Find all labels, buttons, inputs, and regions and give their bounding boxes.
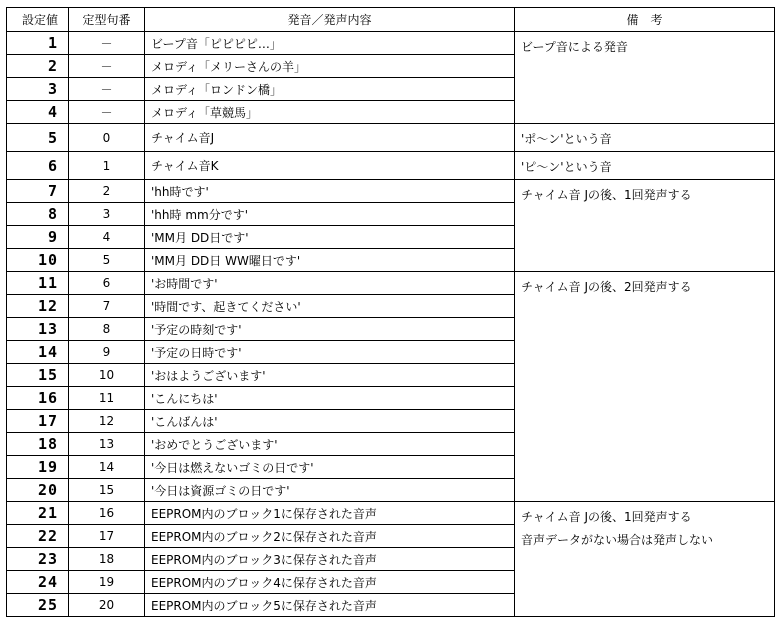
content-cell: '時間です、起きてください' (145, 295, 515, 318)
setting-value-cell: 8 (7, 203, 69, 226)
setting-value-cell: 20 (7, 479, 69, 502)
content-cell: メロディ「草競馬」 (145, 101, 515, 124)
phrase-number-cell: － (69, 78, 145, 101)
content-cell: チャイム音K (145, 152, 515, 180)
setting-value-cell: 15 (7, 364, 69, 387)
phrase-number-cell: 13 (69, 433, 145, 456)
setting-value-cell: 9 (7, 226, 69, 249)
content-cell: メロディ「メリーさんの羊」 (145, 55, 515, 78)
setting-value-cell: 23 (7, 548, 69, 571)
notes-cell (515, 272, 775, 502)
content-cell: 'こんばんは' (145, 410, 515, 433)
settings-table (6, 7, 775, 617)
header-row (7, 8, 775, 32)
phrase-number-cell: 17 (69, 525, 145, 548)
phrase-number-cell: 12 (69, 410, 145, 433)
phrase-number-cell: 18 (69, 548, 145, 571)
header-content: 発音／発声内容 (145, 8, 515, 32)
phrase-number-cell: 10 (69, 364, 145, 387)
setting-value-cell: 5 (7, 124, 69, 152)
setting-value-cell: 7 (7, 180, 69, 203)
note-line: 'ピ～ン'という音 (521, 160, 612, 174)
setting-value-cell: 13 (7, 318, 69, 341)
phrase-number-cell: 0 (69, 124, 145, 152)
setting-value-cell: 2 (7, 55, 69, 78)
setting-value-cell: 24 (7, 571, 69, 594)
phrase-number-cell: 4 (69, 226, 145, 249)
phrase-number-cell: 20 (69, 594, 145, 617)
setting-value-cell: 21 (7, 502, 69, 525)
content-cell: '今日は燃えないゴミの日です' (145, 456, 515, 479)
notes-cell (515, 124, 775, 152)
content-cell: EEPROM内のブロック4に保存された音声 (145, 571, 515, 594)
note-line: 音声データがない場合は発声しない (521, 533, 714, 547)
setting-value-cell: 1 (7, 32, 69, 55)
content-cell: EEPROM内のブロック3に保存された音声 (145, 548, 515, 571)
setting-value-cell: 25 (7, 594, 69, 617)
phrase-number-cell: － (69, 32, 145, 55)
content-cell: メロディ「ロンドン橋」 (145, 78, 515, 101)
header-setting-value: 設定値 (7, 8, 69, 32)
phrase-number-cell: － (69, 101, 145, 124)
header-phrase-number: 定型句番 (69, 8, 145, 32)
phrase-number-cell: 1 (69, 152, 145, 180)
header-notes: 備 考 (515, 8, 775, 32)
setting-value-cell: 17 (7, 410, 69, 433)
content-cell: ビープ音「ピピピピ…」 (145, 32, 515, 55)
content-cell: EEPROM内のブロック1に保存された音声 (145, 502, 515, 525)
content-cell: 'おめでとうございます' (145, 433, 515, 456)
phrase-number-cell: 15 (69, 479, 145, 502)
note-line: 'ポ～ン'という音 (521, 132, 612, 146)
content-cell: チャイム音J (145, 124, 515, 152)
phrase-number-cell: 6 (69, 272, 145, 295)
content-cell: 'hh時です' (145, 180, 515, 203)
content-cell: EEPROM内のブロック2に保存された音声 (145, 525, 515, 548)
setting-value-cell: 12 (7, 295, 69, 318)
setting-value-cell: 16 (7, 387, 69, 410)
table-row (7, 180, 775, 203)
phrase-number-cell: 5 (69, 249, 145, 272)
content-cell: 'こんにちは' (145, 387, 515, 410)
notes-cell (515, 32, 775, 124)
content-cell: EEPROM内のブロック5に保存された音声 (145, 594, 515, 617)
content-cell: 'MM月 DD日 WW曜日です' (145, 249, 515, 272)
setting-value-cell: 10 (7, 249, 69, 272)
content-cell: 'MM月 DD日です' (145, 226, 515, 249)
phrase-number-cell: － (69, 55, 145, 78)
note-line: チャイム音 Jの後、2回発声する (521, 280, 692, 294)
table-row (7, 272, 775, 295)
setting-value-cell: 3 (7, 78, 69, 101)
setting-value-cell: 19 (7, 456, 69, 479)
phrase-number-cell: 3 (69, 203, 145, 226)
content-cell: '予定の時刻です' (145, 318, 515, 341)
content-cell: '今日は資源ゴミの日です' (145, 479, 515, 502)
content-cell: 'hh時 mm分です' (145, 203, 515, 226)
content-cell: '予定の日時です' (145, 341, 515, 364)
note-line: チャイム音 Jの後、1回発声する (521, 510, 692, 524)
table-row (7, 502, 775, 525)
setting-value-cell: 11 (7, 272, 69, 295)
phrase-number-cell: 19 (69, 571, 145, 594)
content-cell: 'おはようございます' (145, 364, 515, 387)
table-row (7, 152, 775, 180)
phrase-number-cell: 7 (69, 295, 145, 318)
phrase-number-cell: 2 (69, 180, 145, 203)
table-row (7, 32, 775, 55)
notes-cell (515, 502, 775, 617)
setting-value-cell: 6 (7, 152, 69, 180)
notes-cell (515, 180, 775, 272)
note-line: ビープ音による発音 (521, 40, 628, 54)
phrase-number-cell: 16 (69, 502, 145, 525)
notes-cell (515, 152, 775, 180)
content-cell: 'お時間です' (145, 272, 515, 295)
phrase-number-cell: 9 (69, 341, 145, 364)
setting-value-cell: 22 (7, 525, 69, 548)
note-line: チャイム音 Jの後、1回発声する (521, 188, 692, 202)
phrase-number-cell: 11 (69, 387, 145, 410)
setting-value-cell: 18 (7, 433, 69, 456)
table-row (7, 124, 775, 152)
setting-value-cell: 14 (7, 341, 69, 364)
phrase-number-cell: 14 (69, 456, 145, 479)
phrase-number-cell: 8 (69, 318, 145, 341)
setting-value-cell: 4 (7, 101, 69, 124)
